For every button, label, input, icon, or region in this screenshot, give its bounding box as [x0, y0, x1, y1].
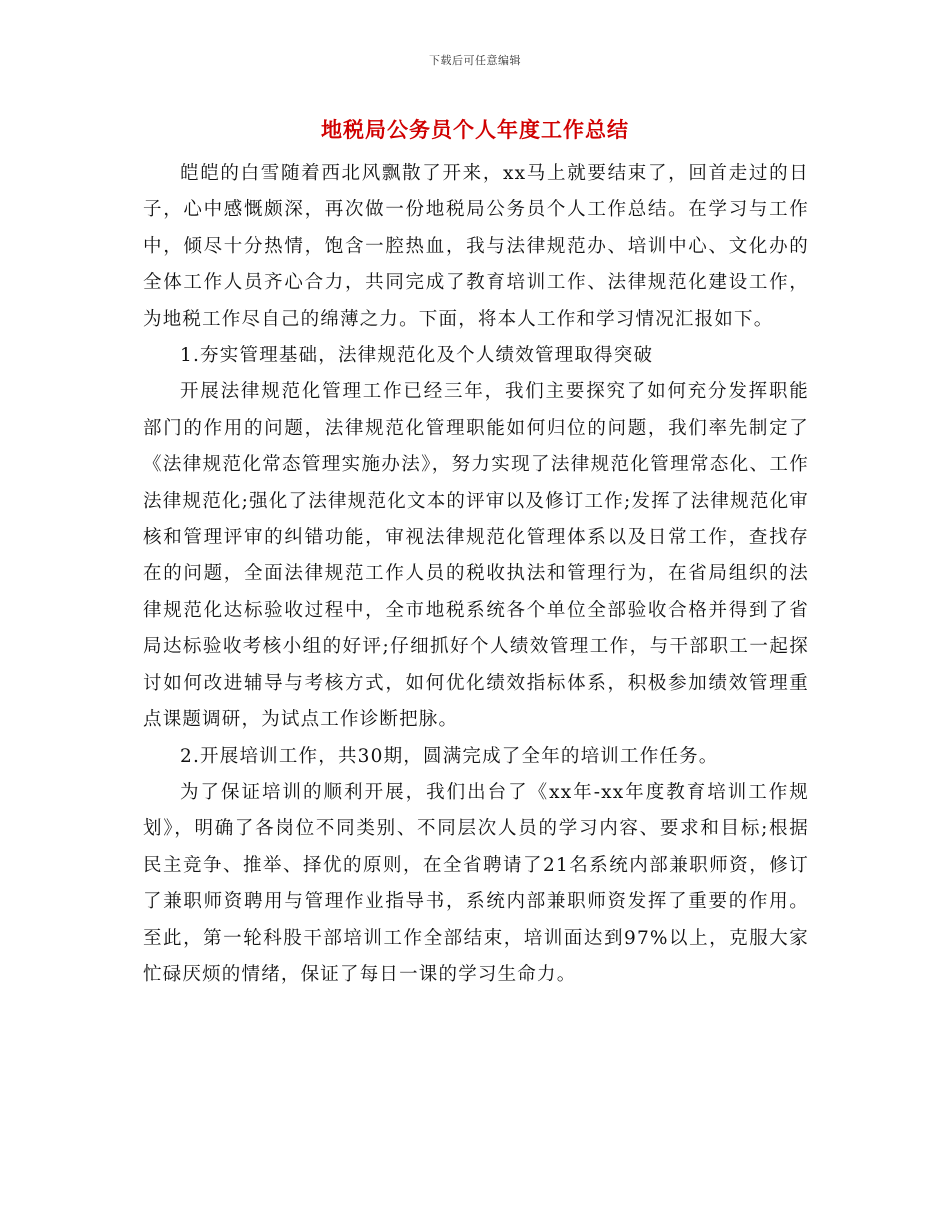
document-title: 地税局公务员个人年度工作总结	[321, 117, 629, 142]
paragraph-section-1: 开展法律规范化管理工作已经三年，我们主要探究了如何充分发挥职能部门的作用的问题，法律规范化管理职能如何归位的问题，我们率先制定了《法律规范化常态管理实施办法》，努力实现了法律规范化管理常态化、工作法律规范化;强化了法律规范化文本的评审以及修订工作;发挥了法律规范化审核和管理评审的纠错功能，审视法律规范化管理体系以及日常工作，查找存在的问题，全面法律规范工作人员的税收执法和管理行为，在省局组织的法律规范化达标验收过程中，全市地税系统各个单位全部验收合格并得到了省局达标验收考核小组的好评;仔细抓好个人绩效管理工作，与干部职工一起探讨如何改进辅导与考核方式，如何优化绩效指标体系，积极参加绩效管理重点课题调研，为试点工作诊断把脉。	[143, 381, 809, 731]
section-heading-1: 1.夯实管理基础，法律规范化及个人绩效管理取得突破	[180, 345, 654, 367]
section-heading-2: 2.开展培训工作，共30期，圆满完成了全年的培训工作任务。	[180, 745, 719, 767]
paragraph-section-2: 为了保证培训的顺利开展，我们出台了《xx年-xx年度教育培训工作规划》，明确了各岗位不同类别、不同层次人员的学习内容、要求和目标;根据民主竞争、推举、择优的原则，在全省聘请了21名系统内部兼职师资，修订了兼职师资聘用与管理作业指导书，系统内部兼职师资发挥了重要的作用。至此，第一轮科股干部培训工作全部结束，培训面达到97%以上，克服大家忙碌厌烦的情绪，保证了每日一课的学习生命力。	[143, 781, 809, 985]
paragraph-intro: 皑皑的白雪随着西北风飘散了开来，xx马上就要结束了，回首走过的日子，心中感慨颇深，再次做一份地税局公务员个人工作总结。在学习与工作中，倾尽十分热情，饱含一腔热血，我与法律规范办、培训中心、文化办的全体工作人员齐心合力，共同完成了教育培训工作、法律规范化建设工作，为地税工作尽自己的绵薄之力。下面，将本人工作和学习情况汇报如下。	[143, 163, 809, 330]
document-body	[143, 156, 809, 993]
page-header-note: 下载后可任意编辑	[429, 54, 521, 67]
